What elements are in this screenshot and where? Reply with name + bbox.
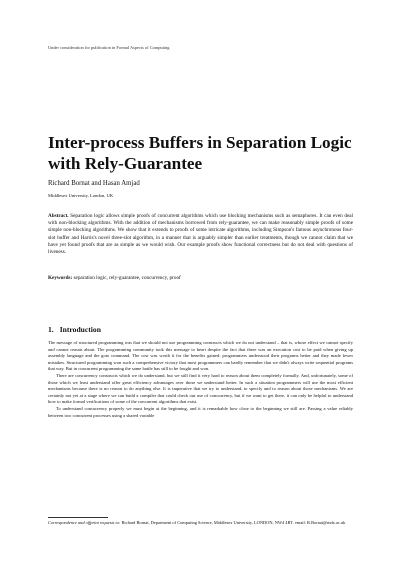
body-paragraph: The message of structured programming was that we should not use programming constructs which we do not understand – that is, whose effect we cannot specify and cannot reason about. The programming community took this message to heart despite the fact that there was an execution cost to be paid when giving up assembly language and the goto command. The cost was worth it for the benefits gained: programmers understood their programs better and they made fewer mistakes. Structured programming won such a comprehensive victory that most programmers can hardly remember that we didn't always write sequential programs that way. But in concurrent programming the same battle has still to be fought and won. — [48, 340, 353, 372]
abstract-label: Abstract. — [48, 213, 69, 219]
body-text — [48, 340, 353, 419]
affiliation: Middlesex University, London, UK — [48, 193, 114, 198]
paper-title: Inter-process Buffers in Separation Logic with Rely-Guarantee — [48, 133, 352, 173]
section-number: 1. — [48, 325, 54, 334]
keywords — [48, 275, 353, 282]
section-heading — [48, 325, 348, 335]
footnote — [48, 520, 353, 526]
keywords-label: Keywords: — [48, 275, 73, 281]
section-title: Introduction — [59, 325, 101, 334]
authors: Richard Bornat and Hasan Amjad — [48, 180, 140, 187]
abstract — [48, 213, 353, 256]
body-paragraph: To understand concurrency properly we must begin at the beginning, and it is remarkable how close to the beginning we still are. Passing a value reliably between two concurrent processes using a shared variable — [48, 405, 353, 418]
footnote-text: Richard Bornat, Department of Computing Science, Middlesex University, LONDON, NW4 4BT. email: R.Bornat@mdx.ac.uk — [121, 520, 346, 525]
abstract-text: Separation logic allows simple proofs of concurrent algorithms which use blocking mechanisms such as semaphores. It can even deal with non-blocking algorithms. With the addition of mechanisms borrowed from rely-guarantee, we can make reasonably simple proofs of some simple non-blocking algorithms. We show that it extends to proofs of some intricate algorithms, including Simpson's famous asynchronous four-slot buffer and Harris's novel three-slot algorithm, in a manner that is arguably simpler than earlier treatments, though we cannot claim that we have yet found proofs that are as simple as we would wish. Our example proofs show functional correctness but do not deal with questions of liveness. — [48, 213, 354, 256]
running-head: Under consideration for publication in Formal Aspects of Computing — [48, 45, 170, 50]
footnote-label: Correspondence and offprint requests to: — [48, 520, 121, 525]
body-paragraph: There are concurrency constructs which we do understand, but we still find it very hard to reason about them completely formally. And, unfortunately, some of those which we least understand offer great efficiency advantages over those we understand better. In such a situation programmers will use the most efficient mechanisms because there is no reason to do anything else. It is imperative that we try to understand, to specify and to reason about those mechanisms. We are certainly not yet at a stage where we can build a compiler that could check our use of concurrency, but if we want to get there, it can only be helpful to understand how to make formal verifications of some of the concurrent algorithms that exist. — [48, 372, 353, 405]
keywords-text: separation logic, rely-guarantee, concurrency, proof — [73, 275, 181, 281]
footnote-divider — [48, 517, 108, 518]
